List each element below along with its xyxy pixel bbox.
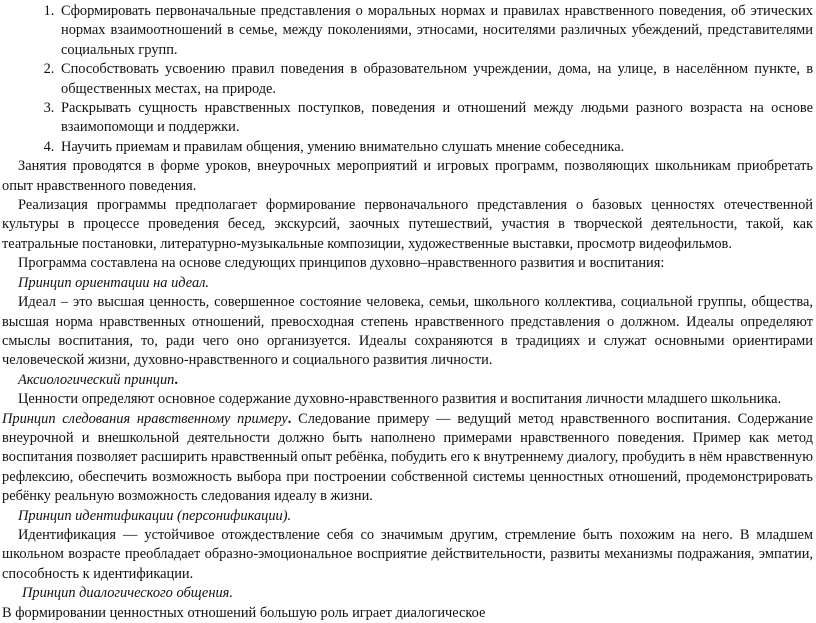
paragraph-example-text: Следование примеру — ведущий метод нравственного воспитания. Содержание внеурочной и внешкольной деятельности должно быть наполнено примерами нравственного поведения. Пример как метод воспитания позволяет расширить нравственный опыт ребёнка, побудить его к внутреннему диалогу, пробудить в нём нравственную рефлексию, обеспечить возможность выбора при построении собственной системы ценностных отношений, продемонстрировать ребёнку реальную возможность следования идеалу в жизни. bbox=[2, 410, 813, 505]
paragraph-example-principle bbox=[2, 410, 813, 507]
list-item: 1. Сформировать первоначальные представления о моральных нормах и правилах нравственного поведения, об этических нормах взаимоотношений в семье, между поколениями, этносами, носителями различных убеждений, представителями социальных групп. bbox=[58, 2, 813, 60]
heading-identification-principle: Принцип идентификации (персонификации). bbox=[18, 507, 292, 524]
heading-dialogue-principle: Принцип диалогического общения. bbox=[22, 585, 233, 602]
list-item: 3. Раскрывать сущность нравственных поступков, поведения и отношений между людьми разного возраста на основе взаимопомощи и поддержки. bbox=[58, 99, 813, 138]
heading-ideal-principle: Принцип ориентации на идеал. bbox=[18, 274, 210, 291]
heading-axiological-text: Аксиологический принцип bbox=[18, 371, 175, 388]
paragraph-values: Ценности определяют основное содержание духовно-нравственного развития и воспитания личности младшего школьника. bbox=[18, 391, 782, 408]
heading-example-dot: . bbox=[287, 410, 292, 427]
heading-axiological-principle bbox=[2, 371, 813, 390]
paragraph-lessons-format: Занятия проводятся в форме уроков, внеурочных мероприятий и игровых программ, позволяющих школьникам приобретать опыт нравственного поведения. bbox=[2, 158, 813, 194]
heading-axiological-dot: . bbox=[174, 371, 178, 388]
paragraph-dialogue: В формировании ценностных отношений большую роль играет диалогическое bbox=[2, 604, 486, 621]
paragraph-program-implementation: Реализация программы предполагает формирование первоначального представления о базовых ценностях отечественной культуры в процессе проведения бесед, экскурсий, заочных путешествий, участия в творческой деятельности, такой, как театральные постановки, литературно-музыкальные композиции, художественные выставки, просмотр видеофильмов. bbox=[2, 197, 813, 252]
heading-example-principle: Принцип следования нравственному примеру bbox=[2, 410, 288, 427]
list-item: 2. Способствовать усвоению правил поведения в образовательном учреждении, дома, на улице, в населённом пункте, в общественных местах, на природе. bbox=[58, 60, 813, 99]
paragraph-identification: Идентификация — устойчивое отождествление себя со значимым другим, стремление быть похожим на него. В младшем школьном возрасте преобладает образно-эмоциональное восприятие действительности, развиты механизмы подражания, эмпатии, способность к идентификации. bbox=[2, 526, 813, 582]
list-item: 4. Научить приемам и правилам общения, умению внимательно слушать мнение собеседника. bbox=[58, 138, 813, 157]
goals-list bbox=[2, 2, 813, 157]
paragraph-principles-intro: Программа составлена на основе следующих принципов духовно–нравственного развития и воспитания: bbox=[18, 255, 665, 272]
paragraph-ideal: Идеал – это высшая ценность, совершенное состояние человека, семьи, школьного коллектива, социальной группы, общества, высшая норма нравственных отношений, превосходная степень нравственного представления о должном. Идеалы определяют смыслы воспитания, то, ради чего оно организуется. Идеалы сохраняются в традициях и служат основными ориентирами человеческой жизни, духовно-нравственного и социального развития личности. bbox=[2, 294, 813, 369]
